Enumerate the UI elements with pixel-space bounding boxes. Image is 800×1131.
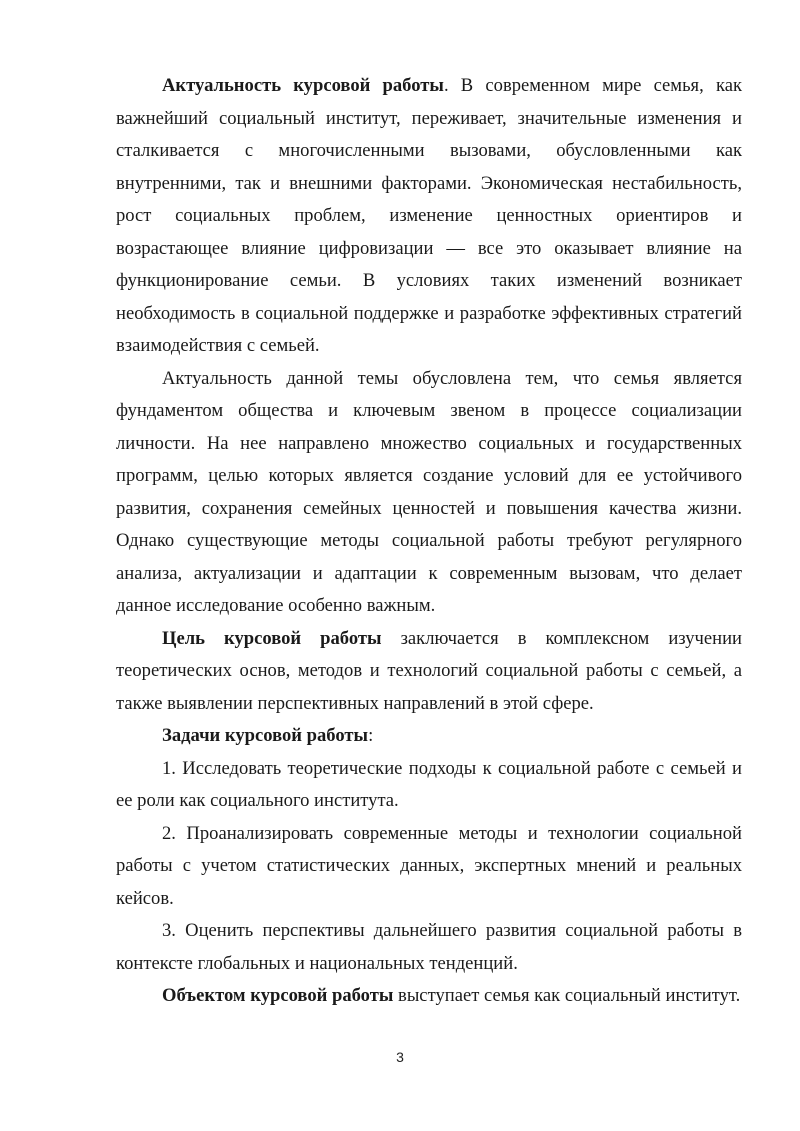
object-text: выступает семья как социальный институт. xyxy=(393,985,741,1006)
document-body xyxy=(116,70,742,1013)
goal-text: заключается в комплексном изучении теоретических основ, методов и технологий социальной работы с семьей, а также выявлении перспективных направлений в этой сфере. xyxy=(116,627,742,714)
relevance-text: . В современном мире семья, как важнейший социальный институт, переживает, значительные изменения и сталкивается с многочисленными вызовами, обусловленными как внутренними, так и внешними факторами. Экономическая нестабильность, рост социальных проблем, изменение ценностных ориентиров и возрастающее влияние цифровизации — все это оказывает влияние на функционирование семьи. В условиях таких изменений возникает необходимость в социальной поддержке и разработке эффективных стратегий взаимодействия с семьей. xyxy=(116,75,742,356)
goal-heading: Цель курсовой работы xyxy=(162,627,382,649)
paragraph-tasks-heading xyxy=(116,720,742,753)
object-heading: Объектом курсовой работы xyxy=(162,985,394,1006)
paragraph-relevance-details: Актуальность данной темы обусловлена тем, что семья является фундаментом общества и ключевым звеном в процессе социализации личности. На нее направлено множество социальных и государственных программ, целью которых является создание условий для ее устойчивого развития, сохранения семейных ценностей и повышения качества жизни. Однако существующие методы социальной работы требуют регулярного анализа, актуализации и адаптации к современным вызовам, что делает данное исследование особенно важным. xyxy=(116,367,742,616)
page-number: 3 xyxy=(396,1049,404,1065)
paragraph-goal xyxy=(116,623,742,721)
task-item-3: 3. Оценить перспективы дальнейшего развития социальной работы в контексте глобальных и национальных тенденций. xyxy=(116,920,742,974)
paragraph-object xyxy=(116,980,742,1013)
relevance-heading: Актуальность курсовой работы xyxy=(162,75,444,96)
task-item-2: 2. Проанализировать современные методы и технологии социальной работы с учетом статистических данных, экспертных мнений и реальных кейсов. xyxy=(116,822,742,909)
tasks-heading-colon: : xyxy=(368,725,374,746)
tasks-heading: Задачи курсовой работы xyxy=(162,725,369,746)
task-item-1: 1. Исследовать теоретические подходы к социальной работе с семьей и ее роли как социального института. xyxy=(116,757,742,811)
paragraph-relevance xyxy=(116,70,742,363)
